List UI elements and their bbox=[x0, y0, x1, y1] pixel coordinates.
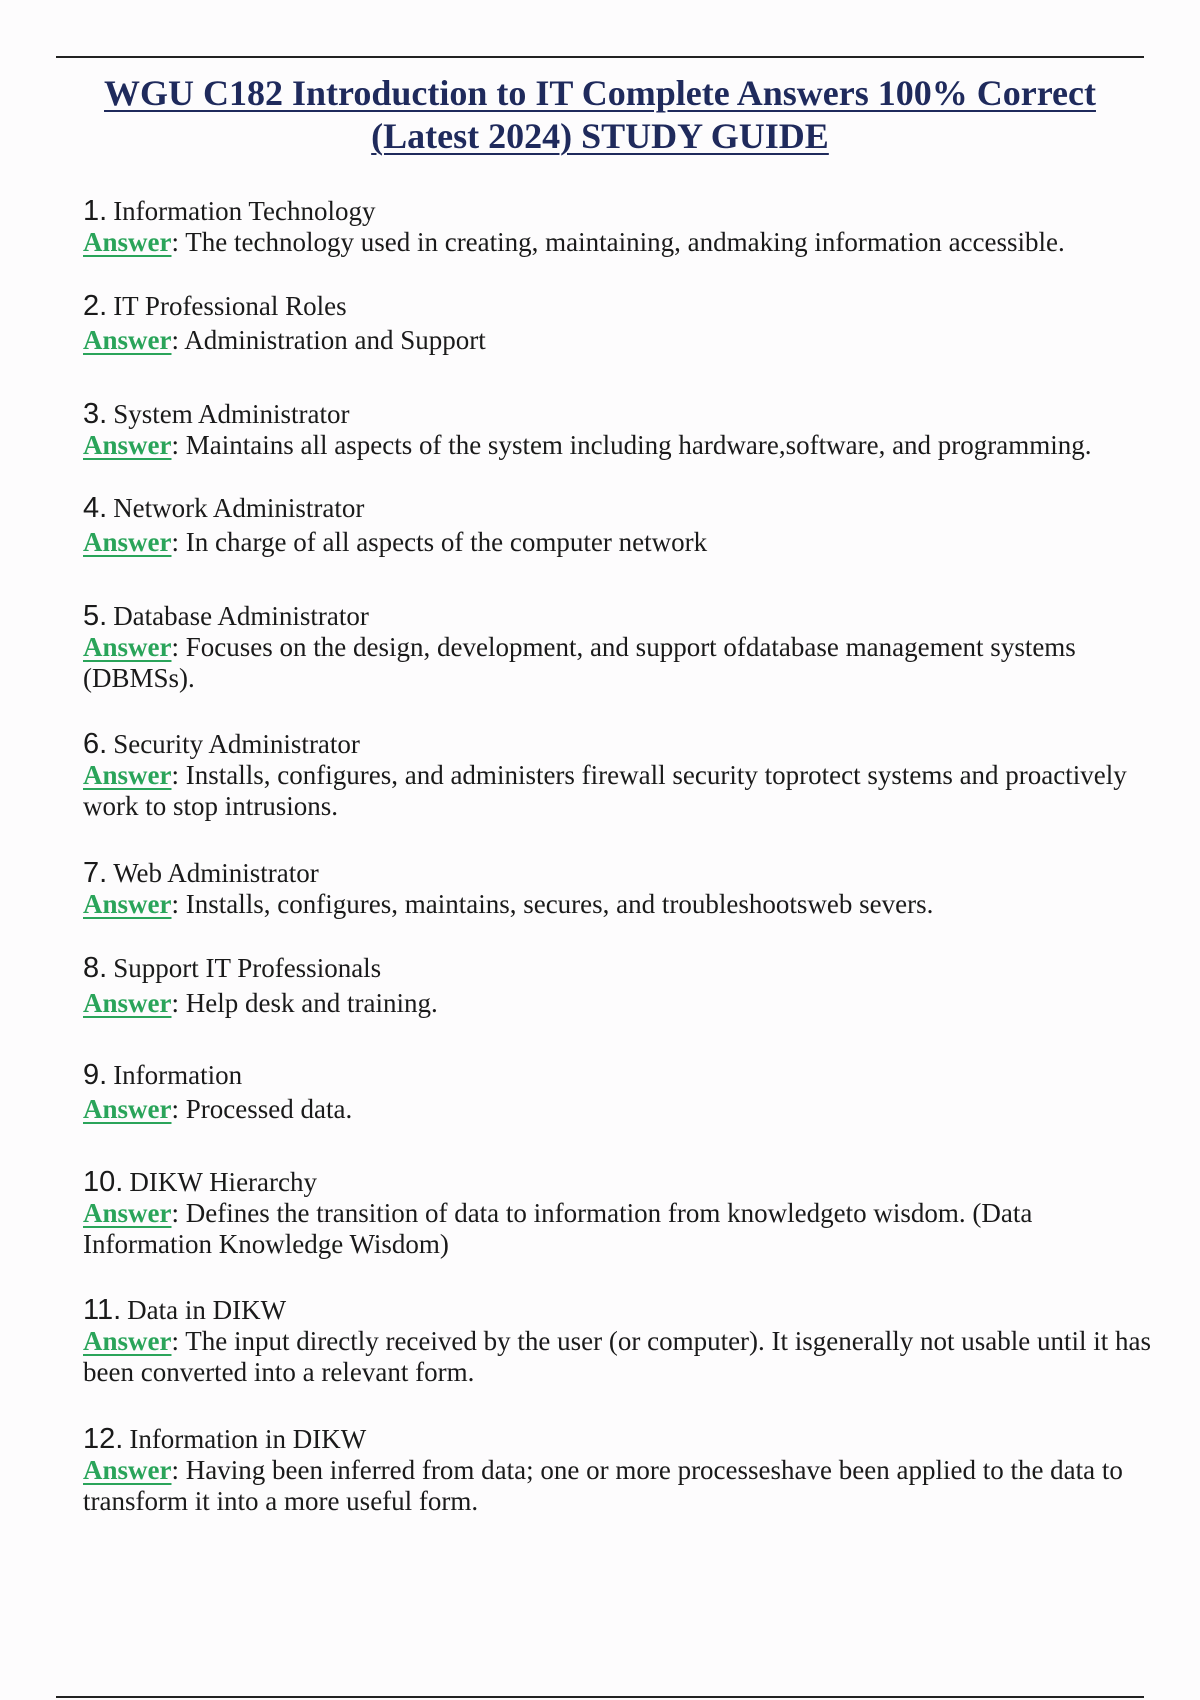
question-number: 12. bbox=[83, 1423, 124, 1455]
answer-text: Having been inferred from data; one or more processeshave been applied to the data to transform it into a more useful form. bbox=[83, 1455, 1123, 1516]
question bbox=[83, 952, 1160, 984]
answer-label: Answer bbox=[83, 430, 172, 460]
document-title bbox=[56, 72, 1144, 158]
question bbox=[83, 1294, 1160, 1326]
answer-text: Defines the transition of data to information from knowledgeto wisdom. (Data Information Knowledge Wisdom) bbox=[83, 1198, 1033, 1259]
answer: Answer: The input directly received by the user (or computer). It isgenerally not usable until it has been converted into a relevant form. bbox=[83, 1326, 1151, 1387]
question-text: Information Technology bbox=[113, 196, 376, 226]
question-number: 7. bbox=[83, 857, 108, 889]
answer-label: Answer bbox=[83, 632, 172, 662]
question-number: 9. bbox=[83, 1059, 108, 1091]
question-number: 4. bbox=[83, 492, 108, 524]
question bbox=[83, 728, 1160, 760]
answer-label: Answer bbox=[83, 889, 172, 919]
question-text: Security Administrator bbox=[113, 729, 360, 759]
answer: Answer: Installs, configures, maintains, secures, and troubleshootsweb severs. bbox=[83, 889, 934, 919]
answer-text: The input directly received by the user (or computer). It isgenerally not usable until it has been converted into a relevant form. bbox=[83, 1326, 1151, 1387]
question-text: Data in DIKW bbox=[127, 1295, 287, 1325]
answer-text: Installs, configures, maintains, secures, and troubleshootsweb severs. bbox=[185, 889, 934, 919]
qa-item-2 bbox=[83, 290, 1160, 356]
answer-text: Help desk and training. bbox=[185, 988, 438, 1018]
qa-item-6 bbox=[83, 728, 1160, 822]
answer-label: Answer bbox=[83, 988, 172, 1018]
question-text: Support IT Professionals bbox=[113, 953, 382, 983]
question-number: 8. bbox=[83, 952, 108, 984]
qa-item-8 bbox=[83, 952, 1160, 1019]
question bbox=[83, 600, 1160, 632]
bottom-rule bbox=[56, 1696, 1144, 1698]
question bbox=[83, 1423, 1160, 1455]
answer: Answer: Administration and Support bbox=[83, 325, 486, 355]
question-text: Information bbox=[113, 1060, 243, 1090]
question-number: 1. bbox=[83, 195, 108, 227]
qa-item-3 bbox=[83, 398, 1160, 461]
question-text: DIKW Hierarchy bbox=[129, 1167, 317, 1197]
answer: Answer: Focuses on the design, development, and support ofdatabase management systems (DBMSs). bbox=[83, 632, 1076, 693]
qa-item-11 bbox=[83, 1294, 1160, 1388]
qa-item-5 bbox=[83, 600, 1160, 694]
question-text: Database Administrator bbox=[113, 601, 369, 631]
question bbox=[83, 195, 1160, 227]
qa-item-12 bbox=[83, 1423, 1160, 1517]
qa-item-1 bbox=[83, 195, 1160, 258]
answer: Answer: Maintains all aspects of the system including hardware,software, and programming. bbox=[83, 430, 1092, 460]
answer-label: Answer bbox=[83, 760, 172, 790]
question bbox=[83, 492, 1160, 524]
title-line-2: (Latest 2024) STUDY GUIDE bbox=[371, 116, 829, 156]
question-number: 10. bbox=[83, 1166, 124, 1198]
question-text: IT Professional Roles bbox=[113, 291, 347, 321]
answer-label: Answer bbox=[83, 1094, 172, 1124]
answer-text: In charge of all aspects of the computer network bbox=[185, 527, 708, 557]
answer: Answer: Processed data. bbox=[83, 1094, 353, 1124]
question bbox=[83, 398, 1160, 430]
qa-item-4 bbox=[83, 492, 1160, 558]
question-text: System Administrator bbox=[113, 399, 350, 429]
answer-label: Answer bbox=[83, 527, 172, 557]
question bbox=[83, 290, 1160, 322]
question-number: 5. bbox=[83, 600, 108, 632]
question-text: Network Administrator bbox=[113, 493, 365, 523]
question bbox=[83, 1059, 1160, 1091]
answer-text: Maintains all aspects of the system including hardware,software, and programming. bbox=[185, 430, 1092, 460]
question-text: Information in DIKW bbox=[129, 1424, 367, 1454]
answer: Answer: The technology used in creating, maintaining, andmaking information accessible. bbox=[83, 227, 1065, 257]
question-number: 11. bbox=[83, 1294, 122, 1326]
answer: Answer: Installs, configures, and administers firewall security toprotect systems and proactively work to stop intrusions. bbox=[83, 760, 1127, 821]
answer: Answer: Defines the transition of data to information from knowledgeto wisdom. (Data Information Knowledge Wisdom) bbox=[83, 1198, 1033, 1259]
qa-item-10 bbox=[83, 1166, 1160, 1260]
answer: Answer: Having been inferred from data; one or more processeshave been applied to the data to transform it into a more useful form. bbox=[83, 1455, 1123, 1516]
top-rule bbox=[56, 56, 1144, 58]
answer-label: Answer bbox=[83, 325, 172, 355]
answer-text: Focuses on the design, development, and support ofdatabase management systems (DBMSs). bbox=[83, 632, 1076, 693]
question-text: Web Administrator bbox=[113, 858, 319, 888]
answer-label: Answer bbox=[83, 227, 172, 257]
answer-label: Answer bbox=[83, 1326, 172, 1356]
qa-item-7 bbox=[83, 857, 1160, 920]
answer-label: Answer bbox=[83, 1198, 172, 1228]
answer-text: Administration and Support bbox=[184, 325, 486, 355]
question-number: 2. bbox=[83, 290, 108, 322]
qa-item-9 bbox=[83, 1059, 1160, 1125]
answer-text: The technology used in creating, maintaining, andmaking information accessible. bbox=[185, 227, 1065, 257]
title-line-1: WGU C182 Introduction to IT Complete Answers 100% Correct bbox=[104, 73, 1096, 113]
question bbox=[83, 1166, 1160, 1198]
answer: Answer: In charge of all aspects of the computer network bbox=[83, 527, 708, 557]
answer: Answer: Help desk and training. bbox=[83, 988, 438, 1018]
answer-text: Installs, configures, and administers firewall security toprotect systems and proactively work to stop intrusions. bbox=[83, 760, 1127, 821]
question-number: 3. bbox=[83, 398, 108, 430]
answer-text: Processed data. bbox=[185, 1094, 353, 1124]
answer-label: Answer bbox=[83, 1455, 172, 1485]
question-number: 6. bbox=[83, 728, 108, 760]
question bbox=[83, 857, 1160, 889]
